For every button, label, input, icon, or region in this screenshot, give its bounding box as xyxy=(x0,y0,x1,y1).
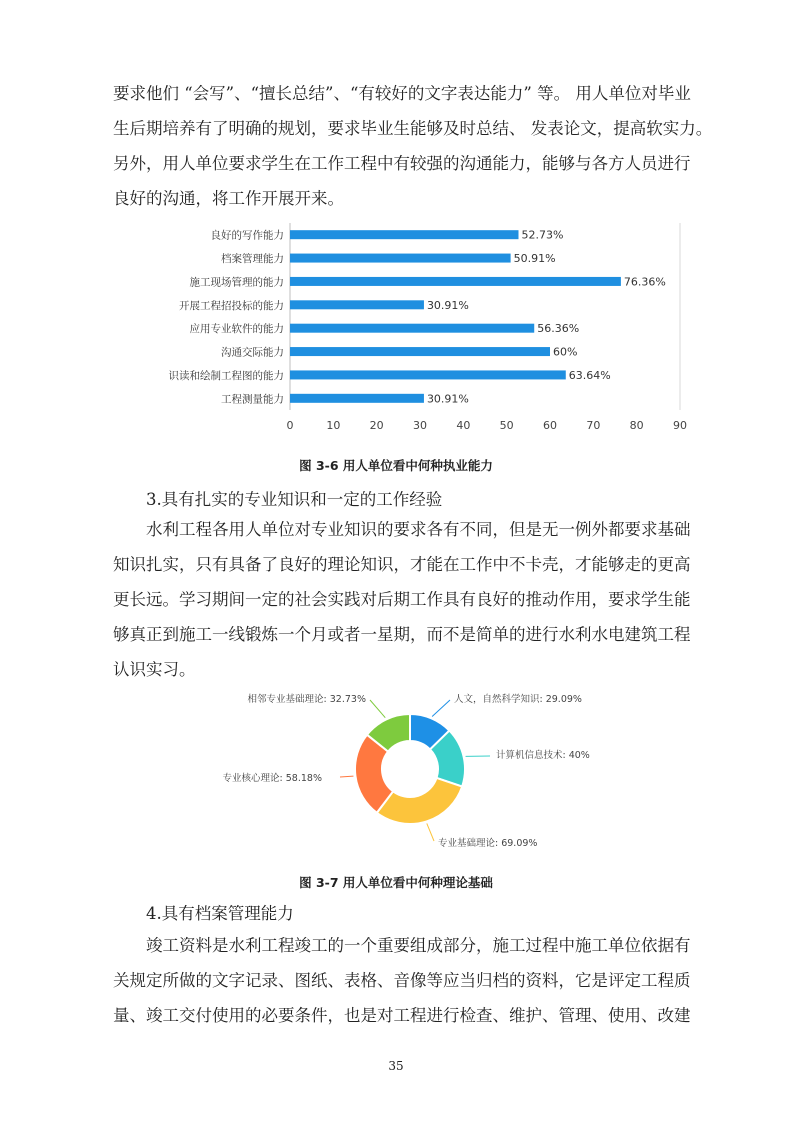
bar xyxy=(290,300,424,309)
bar xyxy=(290,230,518,239)
section4-paragraph xyxy=(113,928,691,1033)
bar-category-label: 沟通交际能力 xyxy=(221,346,284,359)
bar-chart xyxy=(110,218,690,440)
section3-paragraph xyxy=(113,512,691,687)
text-line: 认识实习。 xyxy=(113,660,196,679)
donut-slice-label: 专业核心理论: 58.18% xyxy=(222,773,322,784)
text-line: 关规定所做的文字记录、图纸、表格、音像等应当归档的资料，它是评定工程质 xyxy=(113,971,691,990)
section-heading-3: 3.具有扎实的专业知识和一定的工作经验 xyxy=(146,490,443,509)
bar xyxy=(290,277,621,286)
donut-leader-line xyxy=(427,823,434,841)
donut-chart xyxy=(180,680,620,860)
text-line: 良好的沟通，将工作开展开来。 xyxy=(113,189,344,208)
bar xyxy=(290,324,534,333)
bar xyxy=(290,347,550,356)
text-line: 生后期培养有了明确的规划，要求毕业生能够及时总结、 发表论文，提高软实力。 xyxy=(113,119,713,138)
bar-data-label: 63.64% xyxy=(568,368,611,382)
donut-leader-line xyxy=(340,776,353,777)
text-line: 知识扎实，只有具备了良好的理论知识，才能在工作中不卡壳，才能够走的更高 xyxy=(113,555,691,574)
intro-paragraph xyxy=(113,76,713,216)
bar-category-label: 开展工程招投标的能力 xyxy=(179,299,284,312)
bar-data-label: 30.91% xyxy=(426,392,469,406)
x-tick-label: 70 xyxy=(586,419,601,432)
bar-data-label: 60% xyxy=(553,345,578,359)
figure-caption-3-6: 图 3-6 用人单位看中何种执业能力 xyxy=(299,458,493,473)
x-tick-label: 60 xyxy=(543,419,557,432)
x-tick-label: 50 xyxy=(499,419,514,432)
text-line: 量、竣工交付使用的必要条件，也是对工程进行检查、维护、管理、使用、改建 xyxy=(113,1006,691,1025)
page-number: 35 xyxy=(388,1059,404,1073)
bar-data-label: 30.91% xyxy=(426,298,469,312)
text-line: 水利工程各用人单位对专业知识的要求各有不同，但是无一例外都要求基础 xyxy=(146,520,691,539)
x-tick-label: 80 xyxy=(629,419,644,432)
x-tick-label: 10 xyxy=(326,419,341,432)
bar-category-label: 应用专业软件的能力 xyxy=(189,323,284,336)
text-line: 竣工资料是水利工程竣工的一个重要组成部分，施工过程中施工单位依据有 xyxy=(146,936,691,955)
donut-slice-label: 相邻专业基础理论: 32.73% xyxy=(247,694,366,705)
x-tick-label: 0 xyxy=(286,419,294,432)
donut-slice-label: 人文，自然科学知识: 29.09% xyxy=(454,694,582,705)
bar-category-label: 识读和绘制工程图的能力 xyxy=(168,369,284,382)
bar-category-label: 工程测量能力 xyxy=(221,393,284,406)
donut-slice xyxy=(377,778,462,824)
donut-slice-label: 计算机信息技术: 40% xyxy=(496,750,590,761)
bar-data-label: 56.36% xyxy=(537,322,580,336)
figure-caption-3-7: 图 3-7 用人单位看中何种理论基础 xyxy=(299,875,493,890)
bar-category-label: 档案管理能力 xyxy=(221,253,284,266)
x-tick-label: 20 xyxy=(369,419,384,432)
section-heading-4: 4.具有档案管理能力 xyxy=(146,904,294,923)
x-tick-label: 30 xyxy=(413,419,427,432)
donut-slice-label: 专业基础理论: 69.09% xyxy=(438,838,538,849)
bar-data-label: 52.73% xyxy=(521,228,564,242)
bar-category-label: 施工现场管理的能力 xyxy=(189,276,284,289)
text-line: 更长远。学习期间一定的社会实践对后期工作具有良好的推动作用，要求学生能 xyxy=(113,590,691,609)
bar xyxy=(290,370,566,379)
bar-data-label: 76.36% xyxy=(623,275,666,289)
bar-category-label: 良好的写作能力 xyxy=(210,229,284,242)
x-tick-label: 40 xyxy=(456,419,471,432)
text-line: 另外，用人单位要求学生在工作工程中有较强的沟通能力，能够与各方人员进行 xyxy=(113,154,691,173)
donut-leader-line xyxy=(432,700,450,716)
bar xyxy=(290,254,511,263)
bar-data-label: 50.91% xyxy=(513,252,556,266)
bar xyxy=(290,394,424,403)
donut-leader-line xyxy=(370,700,385,718)
text-line: 够真正到施工一线锻炼一个月或者一星期，而不是简单的进行水利水电建筑工程 xyxy=(113,625,691,644)
text-line: 要求他们 “会写”、“擅长总结”、“有较好的文字表达能力” 等。 用人单位对毕业 xyxy=(113,84,691,103)
x-tick-label: 90 xyxy=(673,419,687,432)
